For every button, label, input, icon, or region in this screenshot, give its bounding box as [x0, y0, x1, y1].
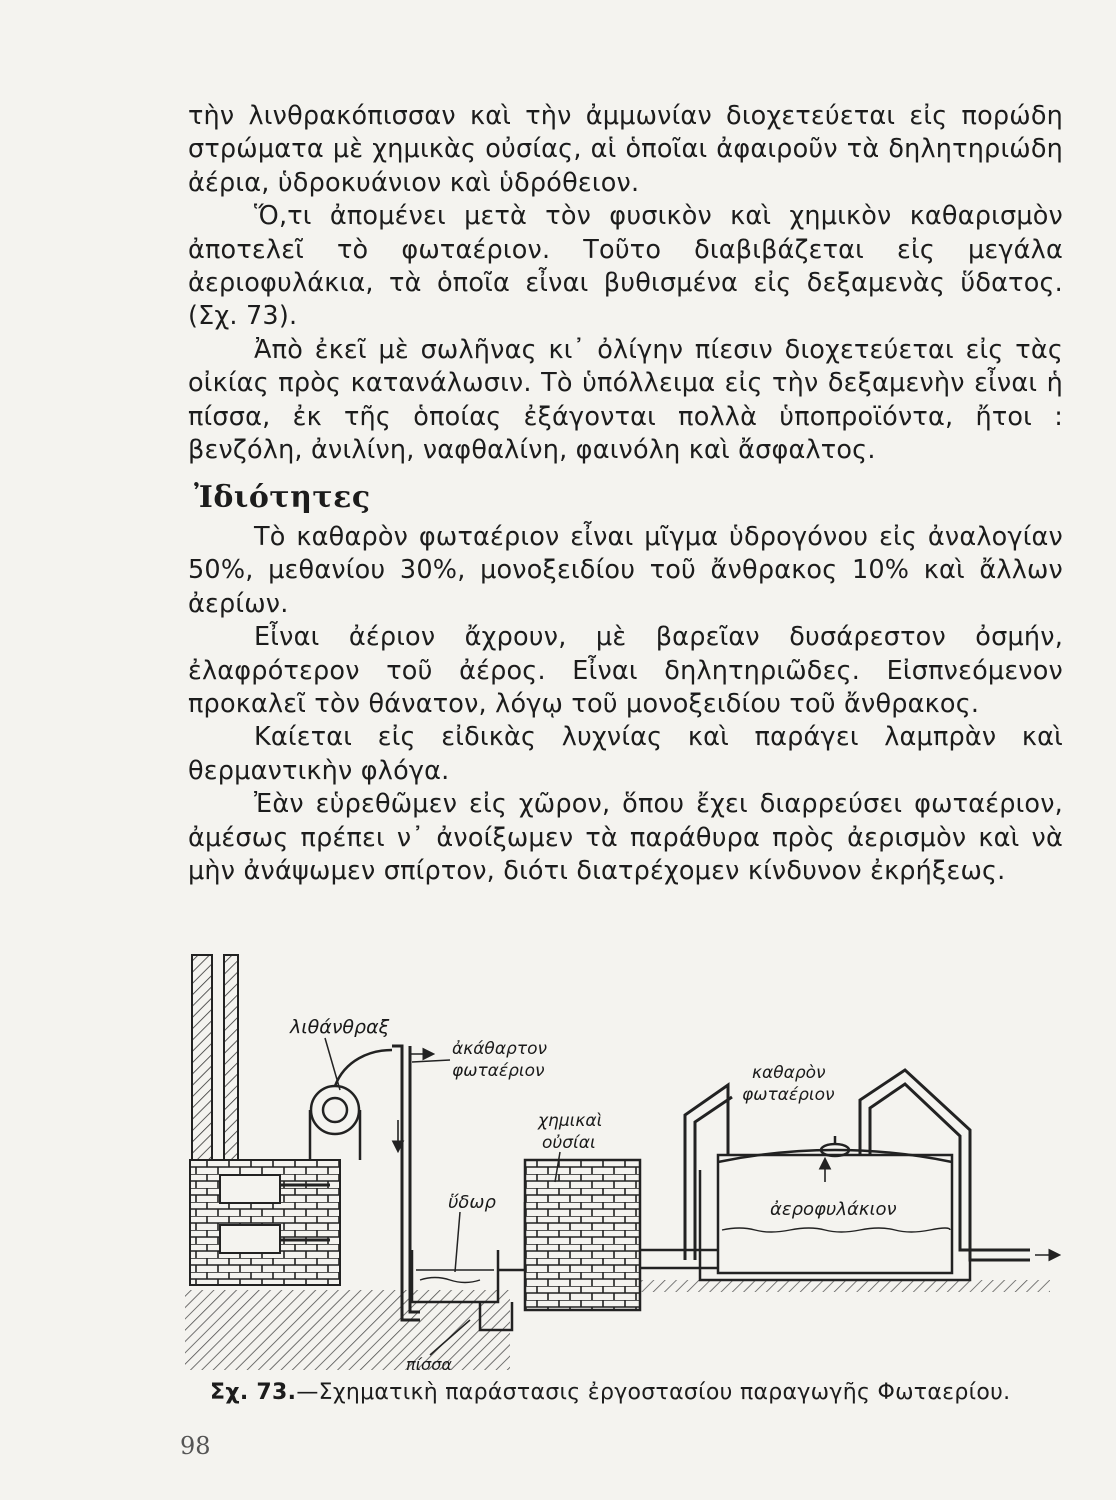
- furnace-chimney: [190, 955, 340, 1285]
- label-water: ὕδωρ: [448, 1192, 496, 1213]
- caption-number: Σχ. 73.: [210, 1380, 297, 1405]
- paragraph-4: Τὸ καθαρὸν φωταέριον εἶναι μῖγμα ὑδρογόνου εἰς ἀναλογίαν 50%, μεθανίου 30%, μονοξειδίου τοῦ ἄνθρακος 10% καὶ ἄλλων ἀερίων.: [188, 521, 1063, 619]
- label-gasholder: ἀεροφυλάκιον: [770, 1199, 897, 1220]
- label-clean-gas-1: καθαρὸν: [752, 1063, 826, 1083]
- label-raw-gas-1: ἀκάθαρτον: [452, 1039, 547, 1059]
- label-coal: λιθάνθραξ: [290, 1016, 390, 1038]
- label-chemicals-2: οὐσίαι: [542, 1133, 596, 1153]
- label-tar: πίσσα: [406, 1355, 452, 1374]
- section-heading: Ἰδιότητες: [194, 480, 371, 516]
- diagram-svg: [180, 950, 1080, 1380]
- paragraph-2: Ὅ,τι ἀπομένει μετὰ τὸν φυσικὸν καὶ χημικὸν καθαρισμὸν ἀποτελεῖ τὸ φωταέριον. Τοῦτο διαβιβάζεται εἰς μεγάλα ἀεριοφυλάκια, τὰ ὁποῖα εἶναι βυθισμένα εἰς δεξαμενὰς ὕδατος. (Σχ. 73).: [188, 201, 1063, 332]
- caption-text: —Σχηματικὴ παράστασις ἐργοστασίου παραγωγῆς Φωταερίου.: [296, 1380, 1011, 1405]
- label-clean-gas-2: φωταέριον: [742, 1085, 835, 1105]
- paragraph-6: Καίεται εἰς εἰδικὰς λυχνίας καὶ παράγει λαμπρὰν καὶ θερμαντικὴν φλόγα.: [188, 722, 1063, 786]
- label-chemicals-1: χημικαὶ: [538, 1111, 603, 1131]
- gas-plant-diagram: [180, 950, 1080, 1380]
- paragraph-1: τὴν λινθρακόπισσαν καὶ τὴν ἀμμωνίαν διοχετεύεται εἰς πορώδη στρώματα μὲ χημικὰς οὐσίας, αἱ ὁποῖαι ἀφαιροῦν τὰ δηλητηριώδη ἀέρια, ὑδροκυάνιον καὶ ὑδρόθειον.: [188, 101, 1063, 198]
- paragraph-3: Ἀπὸ ἐκεῖ μὲ σωλῆνας κι᾿ ὀλίγην πίεσιν διοχετεύεται εἰς τὰς οἰκίας πρὸς κατανάλωσιν. Τὸ ὑπόλλειμα εἰς τὴν δεξαμενὴν εἶναι ἡ πίσσα, ἐκ τῆς ὁποίας ἐξάγονται πολλὰ ὑποπροϊόντα, ἤτοι : βενζόλη, ἀνιλίνη, ναφθαλίνη, φαινόλη καὶ ἄσφαλτος.: [188, 334, 1063, 466]
- paragraph-5: Εἶναι ἀέριον ἄχρουν, μὲ βαρεῖαν δυσάρεστον ὀσμήν, ἐλαφρότερον τοῦ ἀέρος. Εἶναι δηλητηριῶδες. Εἰσπνεόμενον προκαλεῖ τὸν θάνατον, λόγῳ τοῦ μονοξειδίου τοῦ ἄνθρακος.: [188, 622, 1063, 719]
- page-number: 98: [180, 1432, 211, 1460]
- figure-caption: [210, 1380, 1030, 1405]
- retort: [310, 1050, 392, 1160]
- label-raw-gas-2: φωταέριον: [452, 1061, 545, 1081]
- paragraph-7: Ἐὰν εὑρεθῶμεν εἰς χῶρον, ὅπου ἔχει διαρρεύσει φωταέριον, ἀμέσως πρέπει ν᾿ ἀνοίξωμεν τὰ παράθυρα πρὸς ἀερισμὸν καὶ νὰ μὴν ἀνάψωμεν σπίρτον, διότι διατρέχομεν κίνδυνον ἐκρήξεως.: [188, 789, 1063, 886]
- body-text: [188, 100, 1063, 888]
